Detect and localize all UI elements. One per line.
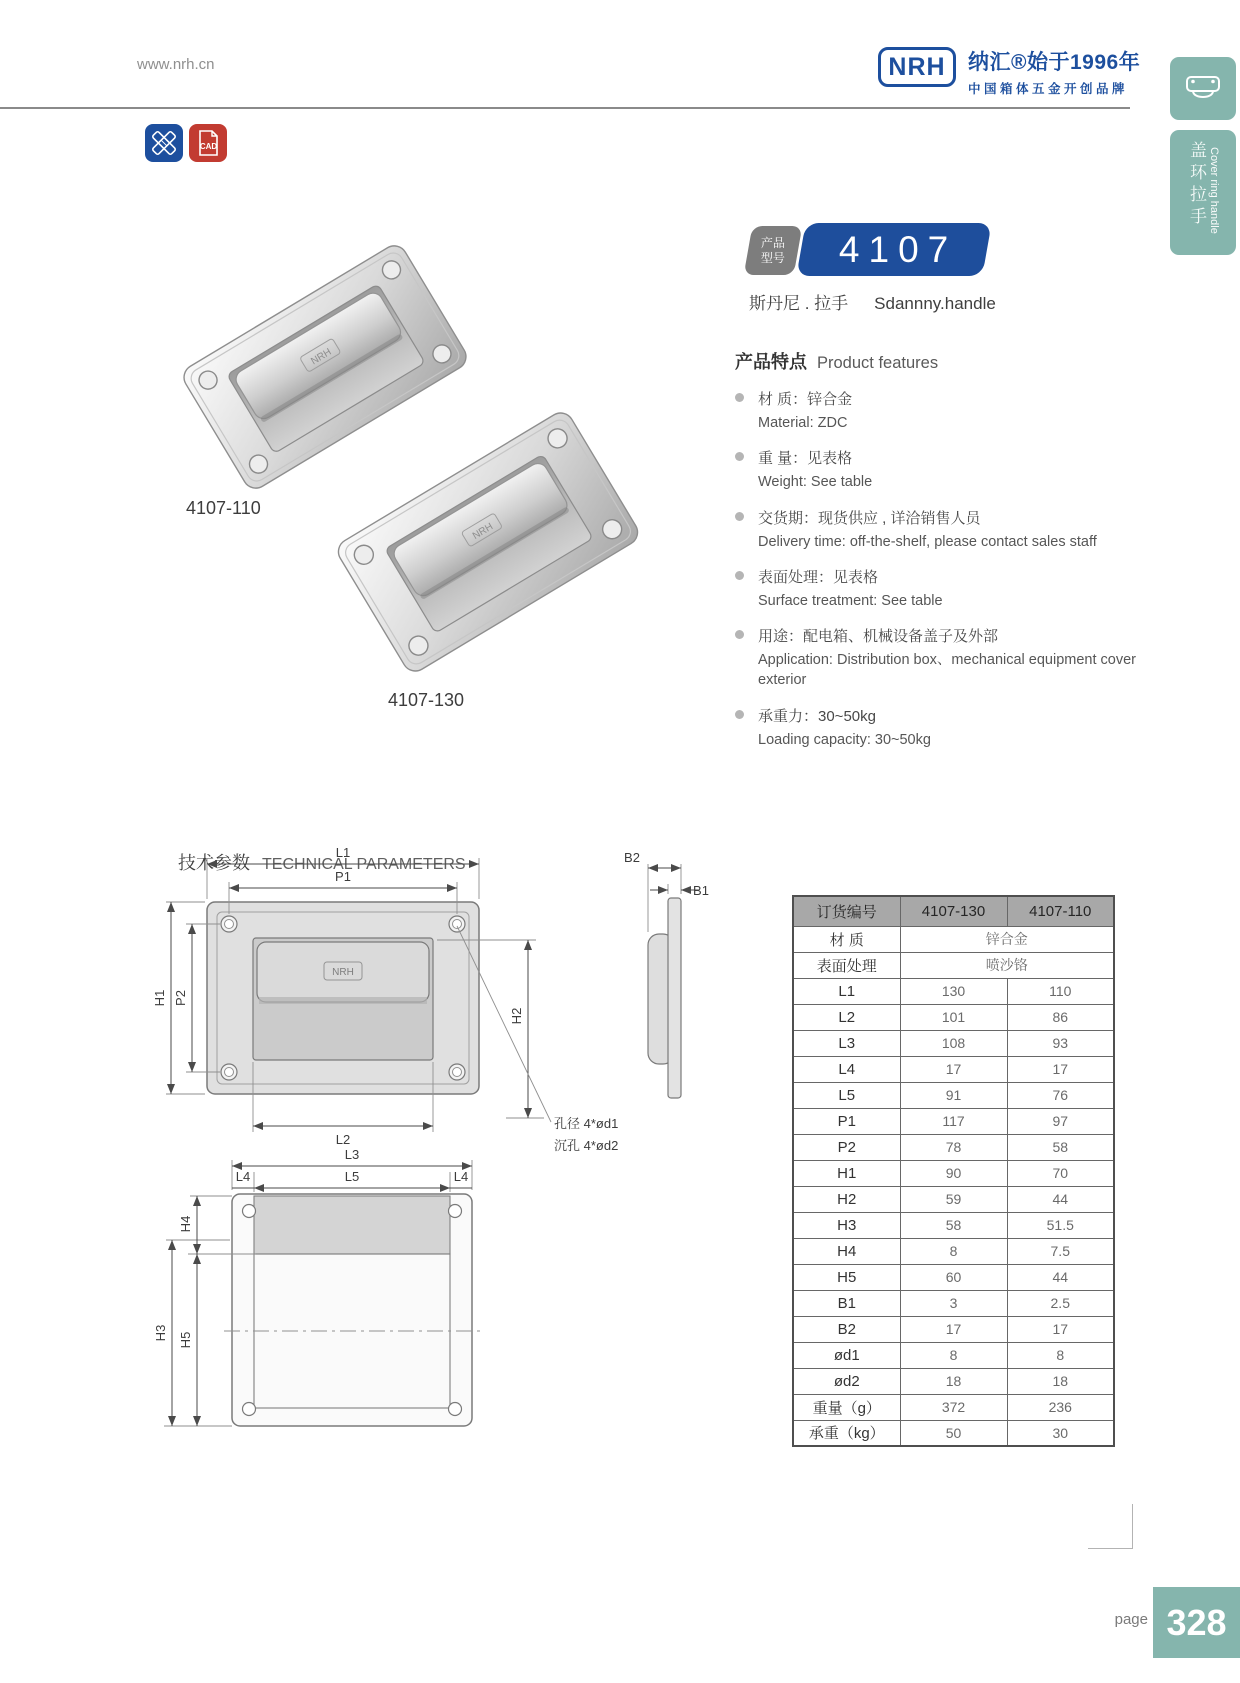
row-label: L4 [793,1056,900,1082]
row-v1: 60 [900,1264,1007,1290]
table-row [793,1134,1114,1160]
row-label: H5 [793,1264,900,1290]
cad-file-icon[interactable] [189,124,227,162]
category-name-tab[interactable] [1170,130,1236,255]
dim-label-B1: B1 [693,883,709,898]
page-label: page [1114,1611,1148,1628]
table-row [793,1004,1114,1030]
row-v1: 58 [900,1212,1007,1238]
model-tag [744,226,803,275]
col-order-number: 订货编号 [793,896,900,926]
nrh-logo [878,47,956,87]
product-name-cn: 斯丹尼 . 拉手 [749,294,849,313]
dim-label-L4b: L4 [453,1169,469,1184]
row-v2: 51.5 [1007,1212,1114,1238]
row-v2: 44 [1007,1264,1114,1290]
dim-label-P2: P2 [173,990,188,1006]
dim-label-P1: P1 [335,869,351,884]
technical-drawings [140,840,720,1490]
feature-en: Loading capacity: 30~50kg [758,731,931,748]
row-value: 锌合金 [900,926,1114,952]
cad-glyph [193,128,223,158]
feature-surface [735,566,1147,611]
product-name-en: Sdannny.handle [874,294,996,313]
row-value: 喷沙铬 [900,952,1114,978]
website-url[interactable]: www.nrh.cn [137,56,215,73]
row-label: H3 [793,1212,900,1238]
features-heading-cn: 产品特点 [735,352,807,372]
feature-cn: 用途：配电箱、机械设备盖子及外部 [758,628,999,646]
row-v1: 18 [900,1368,1007,1394]
row-label: L2 [793,1004,900,1030]
handle-stamp: NRH [470,521,496,542]
row-v1: 372 [900,1394,1007,1420]
bullet-dot [735,571,744,580]
bullet-dot [735,393,744,402]
table-row [793,1420,1114,1446]
row-label: H1 [793,1160,900,1186]
photo-label-4107-110: 4107-110 [186,498,261,518]
row-v2: 8 [1007,1342,1114,1368]
product-photo-4107-130 [313,404,663,680]
category-name-cn: 盖环拉手 [1187,141,1206,229]
table-row [793,1316,1114,1342]
dim-label-L1: L1 [335,845,351,860]
row-v2: 76 [1007,1082,1114,1108]
feature-application [735,625,1147,691]
table-row-surface [793,952,1114,978]
row-label: ød2 [793,1368,900,1394]
bullet-dot [735,710,744,719]
photo-label-4107-130: 4107-130 [388,690,465,710]
table-row [793,1290,1114,1316]
row-v1: 91 [900,1082,1007,1108]
row-label: B1 [793,1290,900,1316]
nrh-logo-text: NRH [888,52,946,81]
table-row [793,1264,1114,1290]
row-v1: 17 [900,1316,1007,1342]
content-frame-corner [1088,1504,1133,1549]
table-row [793,1212,1114,1238]
row-v2: 97 [1007,1108,1114,1134]
drawing-stamp: NRH [332,967,354,978]
bullet-dot [735,512,744,521]
model-tag-line1: 产品 [760,235,785,250]
table-row [793,1082,1114,1108]
feature-cn: 重 量：见表格 [758,450,853,468]
hole-note-2: 沉孔 4*ød2 [554,1138,619,1153]
row-label: 表面处理 [793,952,900,978]
feature-weight [735,447,1147,492]
cad-icon-label: CAD [199,142,218,151]
feature-loading [735,705,1147,750]
row-v1: 8 [900,1342,1007,1368]
feature-cn: 材 质：锌合金 [758,391,853,408]
row-v2: 70 [1007,1160,1114,1186]
dim-label-L2: L2 [335,1132,351,1147]
row-v1: 78 [900,1134,1007,1160]
feature-cn: 承重力：30~50kg [758,707,876,725]
model-number: 4107 [839,228,958,270]
pencil-ruler-glyph [149,128,179,158]
product-name [749,289,996,314]
bullet-dot [735,452,744,461]
row-v2: 2.5 [1007,1290,1114,1316]
dim-label-L3: L3 [344,1147,360,1162]
table-row-material [793,926,1114,952]
row-v2: 18 [1007,1368,1114,1394]
col-4107-130: 4107-130 [900,896,1007,926]
row-label: B2 [793,1316,900,1342]
dim-label-H1: H1 [152,989,167,1007]
row-label: P2 [793,1134,900,1160]
table-row [793,1238,1114,1264]
row-v1: 90 [900,1160,1007,1186]
table-row [793,1108,1114,1134]
row-v2: 110 [1007,978,1114,1004]
row-v2: 93 [1007,1030,1114,1056]
feature-en: Surface treatment: See table [758,592,943,609]
row-label: 材 质 [793,926,900,952]
row-label: L1 [793,978,900,1004]
features-heading-en: Product features [817,354,939,372]
dim-label-L5: L5 [344,1169,360,1184]
dim-label-H2: H2 [509,1007,524,1025]
row-v2: 7.5 [1007,1238,1114,1264]
model-number-banner [796,223,991,276]
row-v2: 17 [1007,1056,1114,1082]
row-v2: 86 [1007,1004,1114,1030]
row-v2: 44 [1007,1186,1114,1212]
dim-label-H4: H4 [178,1215,193,1233]
col-4107-110: 4107-110 [1007,896,1114,926]
page-number: 328 [1166,1601,1227,1643]
tech-heading-cn: 技术参数 [178,853,250,873]
handle-stamp: NRH [309,346,334,368]
category-name-en: Cover ring handle [1208,147,1220,234]
brand-subtitle: 中国箱体五金开创品牌 [968,82,1129,96]
row-v1: 50 [900,1420,1007,1446]
table-row [793,1342,1114,1368]
brand-block [968,46,1188,97]
table-header-row [793,896,1114,926]
table-row [793,978,1114,1004]
category-icon-tab[interactable] [1170,57,1236,120]
row-v1: 130 [900,978,1007,1004]
header-divider [0,107,1130,109]
feature-material [735,388,1147,433]
table-row [793,1030,1114,1056]
tech-heading-en: TECHNICAL PARAMETERS [262,856,466,873]
front-view-drawing [152,845,618,1153]
row-v1: 101 [900,1004,1007,1030]
dim-label-L4a: L4 [235,1169,251,1184]
case-handle-icon [1183,72,1223,106]
feature-delivery [735,507,1147,552]
table-row [793,1368,1114,1394]
row-v1: 117 [900,1108,1007,1134]
row-label: 承重（kg） [793,1420,900,1446]
row-v1: 108 [900,1030,1007,1056]
dim-label-H3: H3 [153,1324,168,1342]
feature-cn: 表面处理：见表格 [758,568,879,586]
row-label: L5 [793,1082,900,1108]
row-v2: 236 [1007,1394,1114,1420]
design-tools-icon[interactable] [145,124,183,162]
table-row [793,1186,1114,1212]
bullet-dot [735,630,744,639]
row-v1: 8 [900,1238,1007,1264]
row-label: ød1 [793,1342,900,1368]
feature-en: Weight: See table [758,474,873,491]
row-label: 重量（g） [793,1394,900,1420]
feature-cn: 交货期：现货供应 , 详洽销售人员 [758,509,981,527]
dim-label-H5: H5 [178,1331,193,1349]
row-label: H4 [793,1238,900,1264]
feature-en: Application: Distribution box、mechanical equipment cover exterior [758,652,1136,689]
row-v1: 17 [900,1056,1007,1082]
row-label: P1 [793,1108,900,1134]
brand-slogan: 纳汇®始于1996年 [968,51,1141,74]
hole-note-1: 孔径 4*ød1 [554,1116,619,1131]
row-v2: 17 [1007,1316,1114,1342]
feature-en: Delivery time: off-the-shelf, please contact sales staff [758,533,1097,550]
page-number-badge [1153,1587,1240,1658]
side-view-drawing [624,850,709,1098]
spec-table [792,895,1115,1447]
row-v2: 58 [1007,1134,1114,1160]
dim-label-B2: B2 [624,850,640,865]
row-label: L3 [793,1030,900,1056]
row-v1: 3 [900,1290,1007,1316]
feature-en: Material: ZDC [758,415,848,431]
table-row [793,1394,1114,1420]
table-row [793,1160,1114,1186]
row-v2: 30 [1007,1420,1114,1446]
row-v1: 59 [900,1186,1007,1212]
bottom-view-drawing [153,1147,480,1426]
table-row [793,1056,1114,1082]
row-label: H2 [793,1186,900,1212]
product-features [735,348,1147,750]
model-tag-line2: 型号 [760,250,785,265]
